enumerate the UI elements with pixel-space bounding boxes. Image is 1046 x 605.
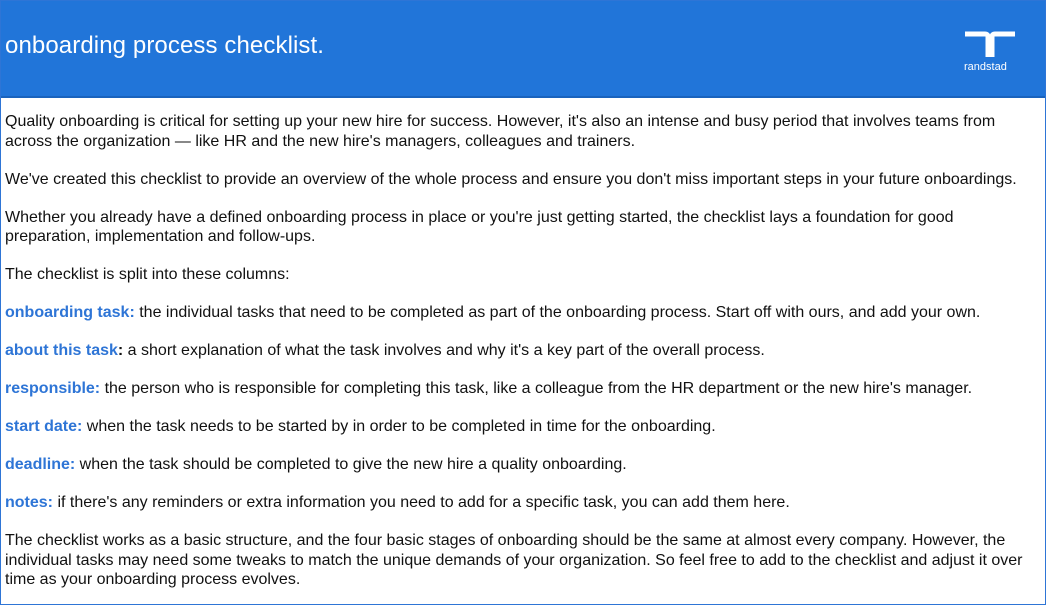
column-description: a short explanation of what the task involves and why it's a key part of the overall process. bbox=[123, 342, 765, 359]
column-definition bbox=[5, 493, 1041, 513]
column-term: onboarding task: bbox=[5, 304, 135, 321]
column-description: the person who is responsible for completing this task, like a colleague from the HR department or the new hire's manager. bbox=[100, 380, 973, 397]
column-definition bbox=[5, 455, 1041, 475]
intro-paragraph: The checklist is split into these columns: bbox=[5, 266, 290, 283]
closing-paragraph: The checklist works as a basic structure, and the four basic stages of onboarding should be the same at almost every company. However, the individual tasks may need some tweaks to match the unique demands of your organization. So feel free to add to the checklist and adjust it over time as your onboarding process evolves. bbox=[5, 532, 1023, 588]
page-title: onboarding process checklist. bbox=[5, 32, 325, 59]
intro-paragraph: We've created this checklist to provide an overview of the whole process and ensure you don't miss important steps in your future onboardings. bbox=[5, 170, 1017, 188]
column-description: if there's any reminders or extra information you need to add for a specific task, you can add them here. bbox=[53, 494, 790, 511]
column-term-colon: : bbox=[117, 342, 124, 359]
column-term: deadline: bbox=[5, 456, 76, 473]
logo-wordmark: randstad bbox=[964, 61, 1007, 73]
randstad-logo bbox=[959, 27, 1021, 77]
column-definition bbox=[5, 417, 1041, 437]
column-term: start date: bbox=[5, 418, 83, 435]
column-definition bbox=[5, 303, 1041, 323]
intro-paragraph: Whether you already have a defined onboarding process in place or you're just getting started, the checklist lays a foundation for good preparation, implementation and follow-ups. bbox=[5, 208, 954, 245]
header-banner bbox=[1, 1, 1045, 98]
randstad-logo-icon bbox=[964, 30, 1016, 58]
column-term: responsible: bbox=[5, 380, 101, 397]
intro-paragraph: Quality onboarding is critical for setting up your new hire for success. However, it's also an intense and busy period that involves teams from across the organization — like HR and the new hire's managers, colleagues and trainers. bbox=[5, 113, 996, 150]
column-term: notes: bbox=[5, 494, 53, 511]
column-description: when the task needs to be started by in order to be completed in time for the onboarding. bbox=[82, 418, 716, 435]
instructions-text bbox=[5, 112, 1041, 605]
column-definition bbox=[5, 379, 1041, 399]
column-description: when the task should be completed to give the new hire a quality onboarding. bbox=[75, 456, 627, 473]
column-term: about this task bbox=[5, 342, 118, 359]
column-definition bbox=[5, 341, 1041, 361]
column-description: the individual tasks that need to be completed as part of the onboarding process. Start off with ours, and add your own. bbox=[134, 304, 981, 321]
